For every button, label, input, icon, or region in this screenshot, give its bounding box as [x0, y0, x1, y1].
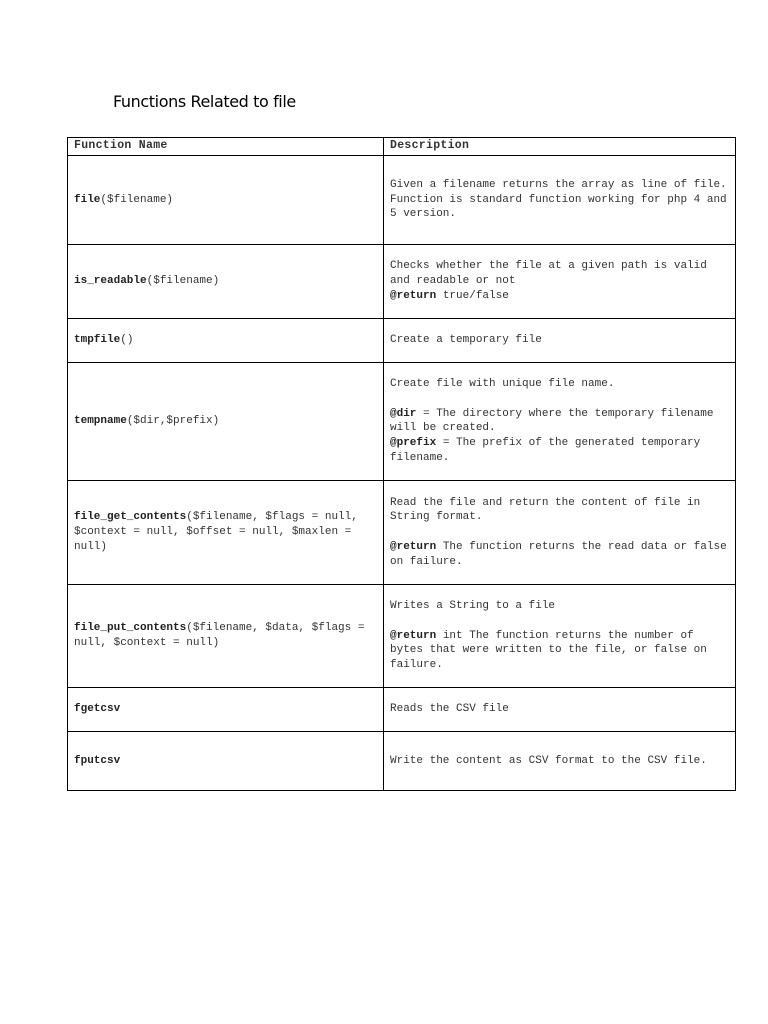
function-name: file_get_contents — [74, 511, 187, 524]
function-name-cell — [68, 481, 384, 585]
table-header-row — [68, 138, 736, 156]
description-text: Write the content as CSV format to the CSV file. — [390, 754, 707, 767]
description-cell — [384, 156, 736, 245]
return-tag: @return — [390, 629, 437, 642]
page-title: Functions Related to file — [113, 92, 296, 111]
return-text: The function returns the read data or false on failure. — [390, 540, 727, 568]
description-cell — [384, 732, 736, 791]
table-row — [68, 319, 736, 363]
description-text: Function is standard function working for php 4 and 5 version. — [390, 193, 727, 221]
function-name-cell — [68, 688, 384, 732]
description-text: Writes a String to a file — [390, 600, 556, 613]
table-row — [68, 245, 736, 319]
function-name: is_readable — [74, 275, 147, 288]
table-row — [68, 481, 736, 585]
column-header-description: Description — [384, 138, 736, 156]
description-cell — [384, 585, 736, 688]
return-tag: @return — [390, 540, 437, 553]
table-row — [68, 585, 736, 688]
description-text: Checks whether the file at a given path is valid and readable or not — [390, 260, 707, 288]
function-name: fgetcsv — [74, 703, 121, 716]
description-cell — [384, 688, 736, 732]
function-name-cell — [68, 363, 384, 481]
function-name-cell — [68, 319, 384, 363]
functions-table — [67, 137, 736, 791]
function-args: () — [120, 334, 134, 347]
description-cell — [384, 363, 736, 481]
function-name-cell — [68, 732, 384, 791]
function-args: ($filename, $data, $flags = null, $context = null) — [74, 622, 365, 649]
description-text: Create a temporary file — [390, 334, 542, 347]
function-name-cell — [68, 156, 384, 245]
table-row — [68, 156, 736, 245]
function-name-cell — [68, 585, 384, 688]
return-text: true/false — [436, 289, 509, 302]
function-args: ($filename, $flags = null, $context = null, $offset = null, $maxlen = null) — [74, 511, 358, 553]
function-name-cell — [68, 245, 384, 319]
description-text: Given a filename returns the array as line of file. — [390, 178, 727, 191]
table-row — [68, 732, 736, 791]
function-name: tempname — [74, 415, 127, 428]
function-args: ($dir,$prefix) — [126, 415, 220, 428]
function-name: fputcsv — [74, 754, 121, 767]
function-name: tmpfile — [74, 334, 121, 347]
return-text: int The function returns the number of bytes that were written to the file, or false on failure. — [390, 629, 707, 672]
table-row — [68, 688, 736, 732]
function-args: ($filename) — [100, 193, 174, 206]
description-text: Create file with unique file name. — [390, 378, 615, 391]
param-tag: @dir — [390, 407, 417, 420]
param-text: = The directory where the temporary filename will be created. — [390, 407, 714, 435]
function-name: file — [74, 193, 101, 206]
description-text: Reads the CSV file — [390, 703, 509, 716]
function-args: ($filename) — [146, 275, 220, 288]
table-row — [68, 363, 736, 481]
param-tag: @prefix — [390, 437, 437, 450]
description-cell — [384, 481, 736, 585]
description-cell — [384, 245, 736, 319]
function-name: file_put_contents — [74, 622, 187, 635]
return-tag: @return — [390, 289, 437, 302]
description-cell — [384, 319, 736, 363]
column-header-function-name: Function Name — [68, 138, 384, 156]
param-text: = The prefix of the generated temporary filename. — [390, 437, 701, 464]
description-text: Read the file and return the content of file in String format. — [390, 496, 701, 524]
